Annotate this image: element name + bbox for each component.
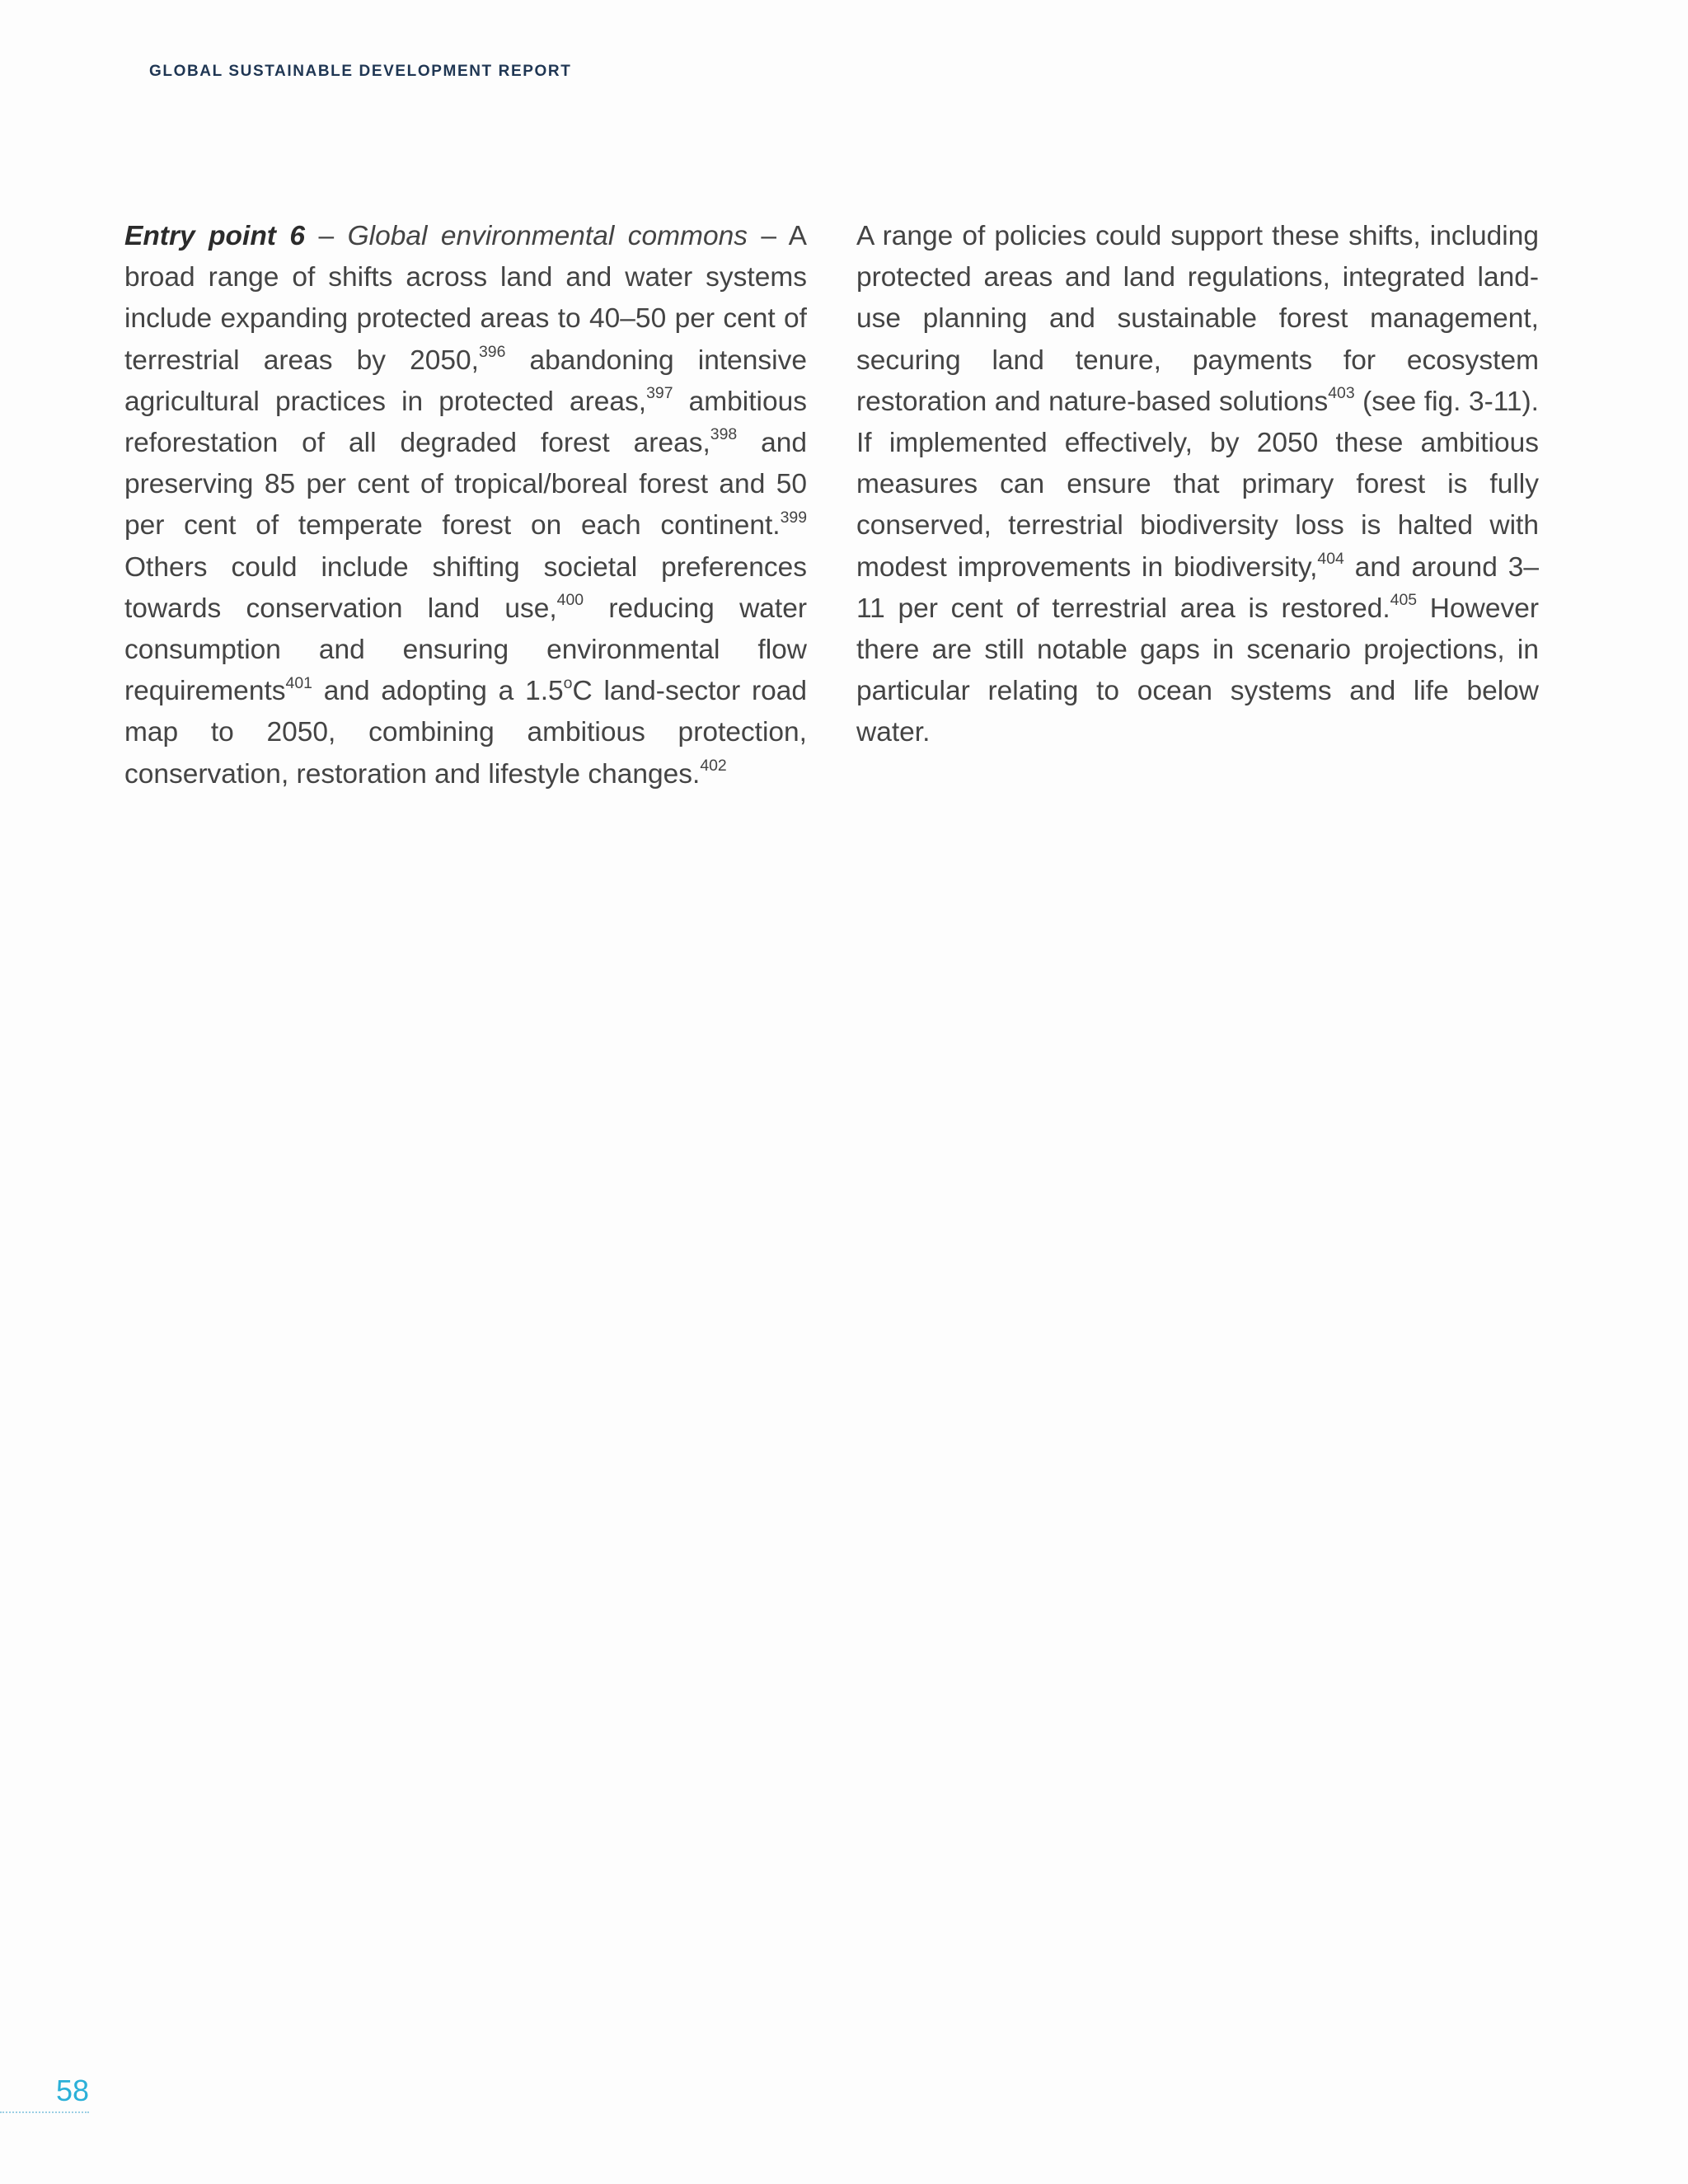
footnote-ref: 403 xyxy=(1328,384,1355,403)
text-segment: – A broad range of shifts across land and water systems include expanding protected areas to 40–50 per cent of terrestrial areas by 2050, xyxy=(124,221,807,376)
entry-point-paragraph xyxy=(124,216,807,795)
text-segment: and around 3–11 per cent of terrestrial area is restored. xyxy=(856,551,1539,624)
degree-superscript: o xyxy=(563,673,573,692)
running-header: GLOBAL SUSTAINABLE DEVELOPMENT REPORT xyxy=(149,63,572,80)
text-segment: and adopting a 1.5 xyxy=(312,676,564,707)
footnote-ref: 399 xyxy=(780,508,807,527)
lead-dash: – xyxy=(305,221,348,251)
text-segment: C land-sector road map to 2050, combining ambitious protection, conservation, restoration and lifestyle changes. xyxy=(124,676,807,790)
text-segment: (see fig. 3-11). If implemented effectively, by 2050 these ambitious measures can ensure that primary forest is fully conserved, terrestrial biodiversity loss is halted with modest improvements in biodiversity, xyxy=(856,386,1539,583)
footnote-ref: 402 xyxy=(700,757,727,776)
left-column xyxy=(124,216,807,795)
text-segment: However there are still notable gaps in scenario projections, in particular relating to ocean systems and life below water. xyxy=(856,593,1539,748)
text-segment: A range of policies could support these shifts, including protected areas and land regulations, integrated land-use planning and sustainable forest management, securing land tenure, payments for ecosystem restoration and nature-based solutions xyxy=(856,221,1539,417)
footnote-ref: 404 xyxy=(1317,550,1344,569)
entry-point-label: Entry point 6 xyxy=(124,221,306,251)
footnote-ref: 398 xyxy=(710,425,738,444)
footnote-ref: 397 xyxy=(646,384,673,403)
text-segment: ambitious reforestation of all degraded forest areas, xyxy=(124,386,807,459)
footnote-ref: 405 xyxy=(1390,591,1418,610)
footnote-ref: 400 xyxy=(556,591,584,610)
text-segment: and preserving 85 per cent of tropical/boreal forest and 50 per cent of temperate forest on each continent. xyxy=(124,428,808,541)
entry-point-topic: Global environmental commons xyxy=(347,221,748,251)
text-segment: abandoning intensive agricultural practices in protected areas, xyxy=(124,344,807,417)
page-number-rule xyxy=(0,2111,89,2113)
right-column xyxy=(856,216,1539,754)
text-segment: Others could include shifting societal preferences towards conservation land use, xyxy=(124,551,807,624)
policies-paragraph xyxy=(856,216,1539,754)
page-number: 58 xyxy=(56,2074,90,2107)
footnote-ref: 401 xyxy=(285,673,312,692)
text-segment: reducing water consumption and ensuring environmental flow requirements xyxy=(124,593,807,707)
footnote-ref: 396 xyxy=(479,343,506,362)
